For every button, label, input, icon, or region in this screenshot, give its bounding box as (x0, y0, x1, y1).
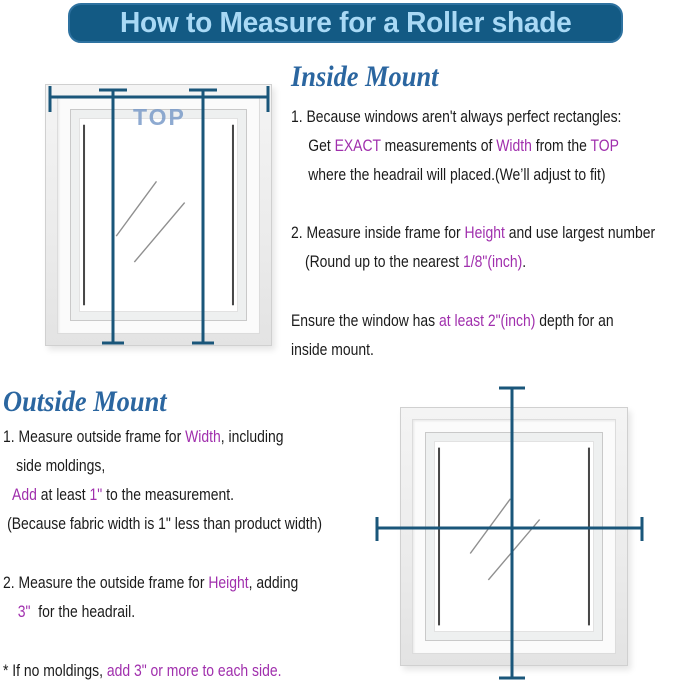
note-line: * If no moldings, add 3" or more to each side. (3, 661, 282, 680)
instruction-line: 1. Measure outside frame for Width, including (3, 427, 284, 446)
note-line: inside mount. (291, 340, 374, 359)
outside-step-2 (3, 568, 363, 626)
height-width-crosshair-lines (370, 378, 660, 685)
instruction-line: side moldings, (16, 456, 106, 475)
outside-mount-heading: Outside Mount (3, 385, 167, 418)
instruction-line: 2. Measure the outside frame for Height, adding (3, 573, 299, 592)
page-title: How to Measure for a Roller shade (119, 6, 572, 39)
outside-mount-section (3, 380, 371, 680)
instruction-line: (Because fabric width is 1" less than product width) (7, 514, 322, 533)
inside-mount-window-diagram (40, 78, 285, 353)
top-label: TOP (133, 104, 186, 130)
outside-mount-window-diagram (370, 378, 660, 685)
title-banner (68, 3, 623, 43)
outside-step-1 (3, 422, 392, 538)
inside-mount-heading: Inside Mount (291, 60, 439, 93)
instruction-line: (Round up to the nearest 1/8"(inch). (304, 252, 527, 271)
instruction-line: where the headrail will placed.(We’ll adjust to fit) (308, 165, 606, 184)
inside-step-2 (291, 218, 679, 276)
inside-mount-section (291, 60, 679, 370)
outside-moldings-note (3, 656, 343, 685)
instruction-line: Add at least 1" to the measurement. (12, 485, 234, 504)
instruction-line: 2. Measure inside frame for Height and use largest number (291, 223, 656, 242)
inside-step-1 (291, 102, 679, 189)
instruction-line: 3" for the headrail. (17, 602, 136, 621)
inside-depth-note (291, 306, 679, 364)
instruction-line: Get EXACT measurements of Width from the TOP (308, 136, 619, 155)
instruction-line: 1. Because windows aren't always perfect rectangles: (291, 107, 622, 126)
note-line: Ensure the window has at least 2"(inch) depth for an (291, 311, 614, 330)
